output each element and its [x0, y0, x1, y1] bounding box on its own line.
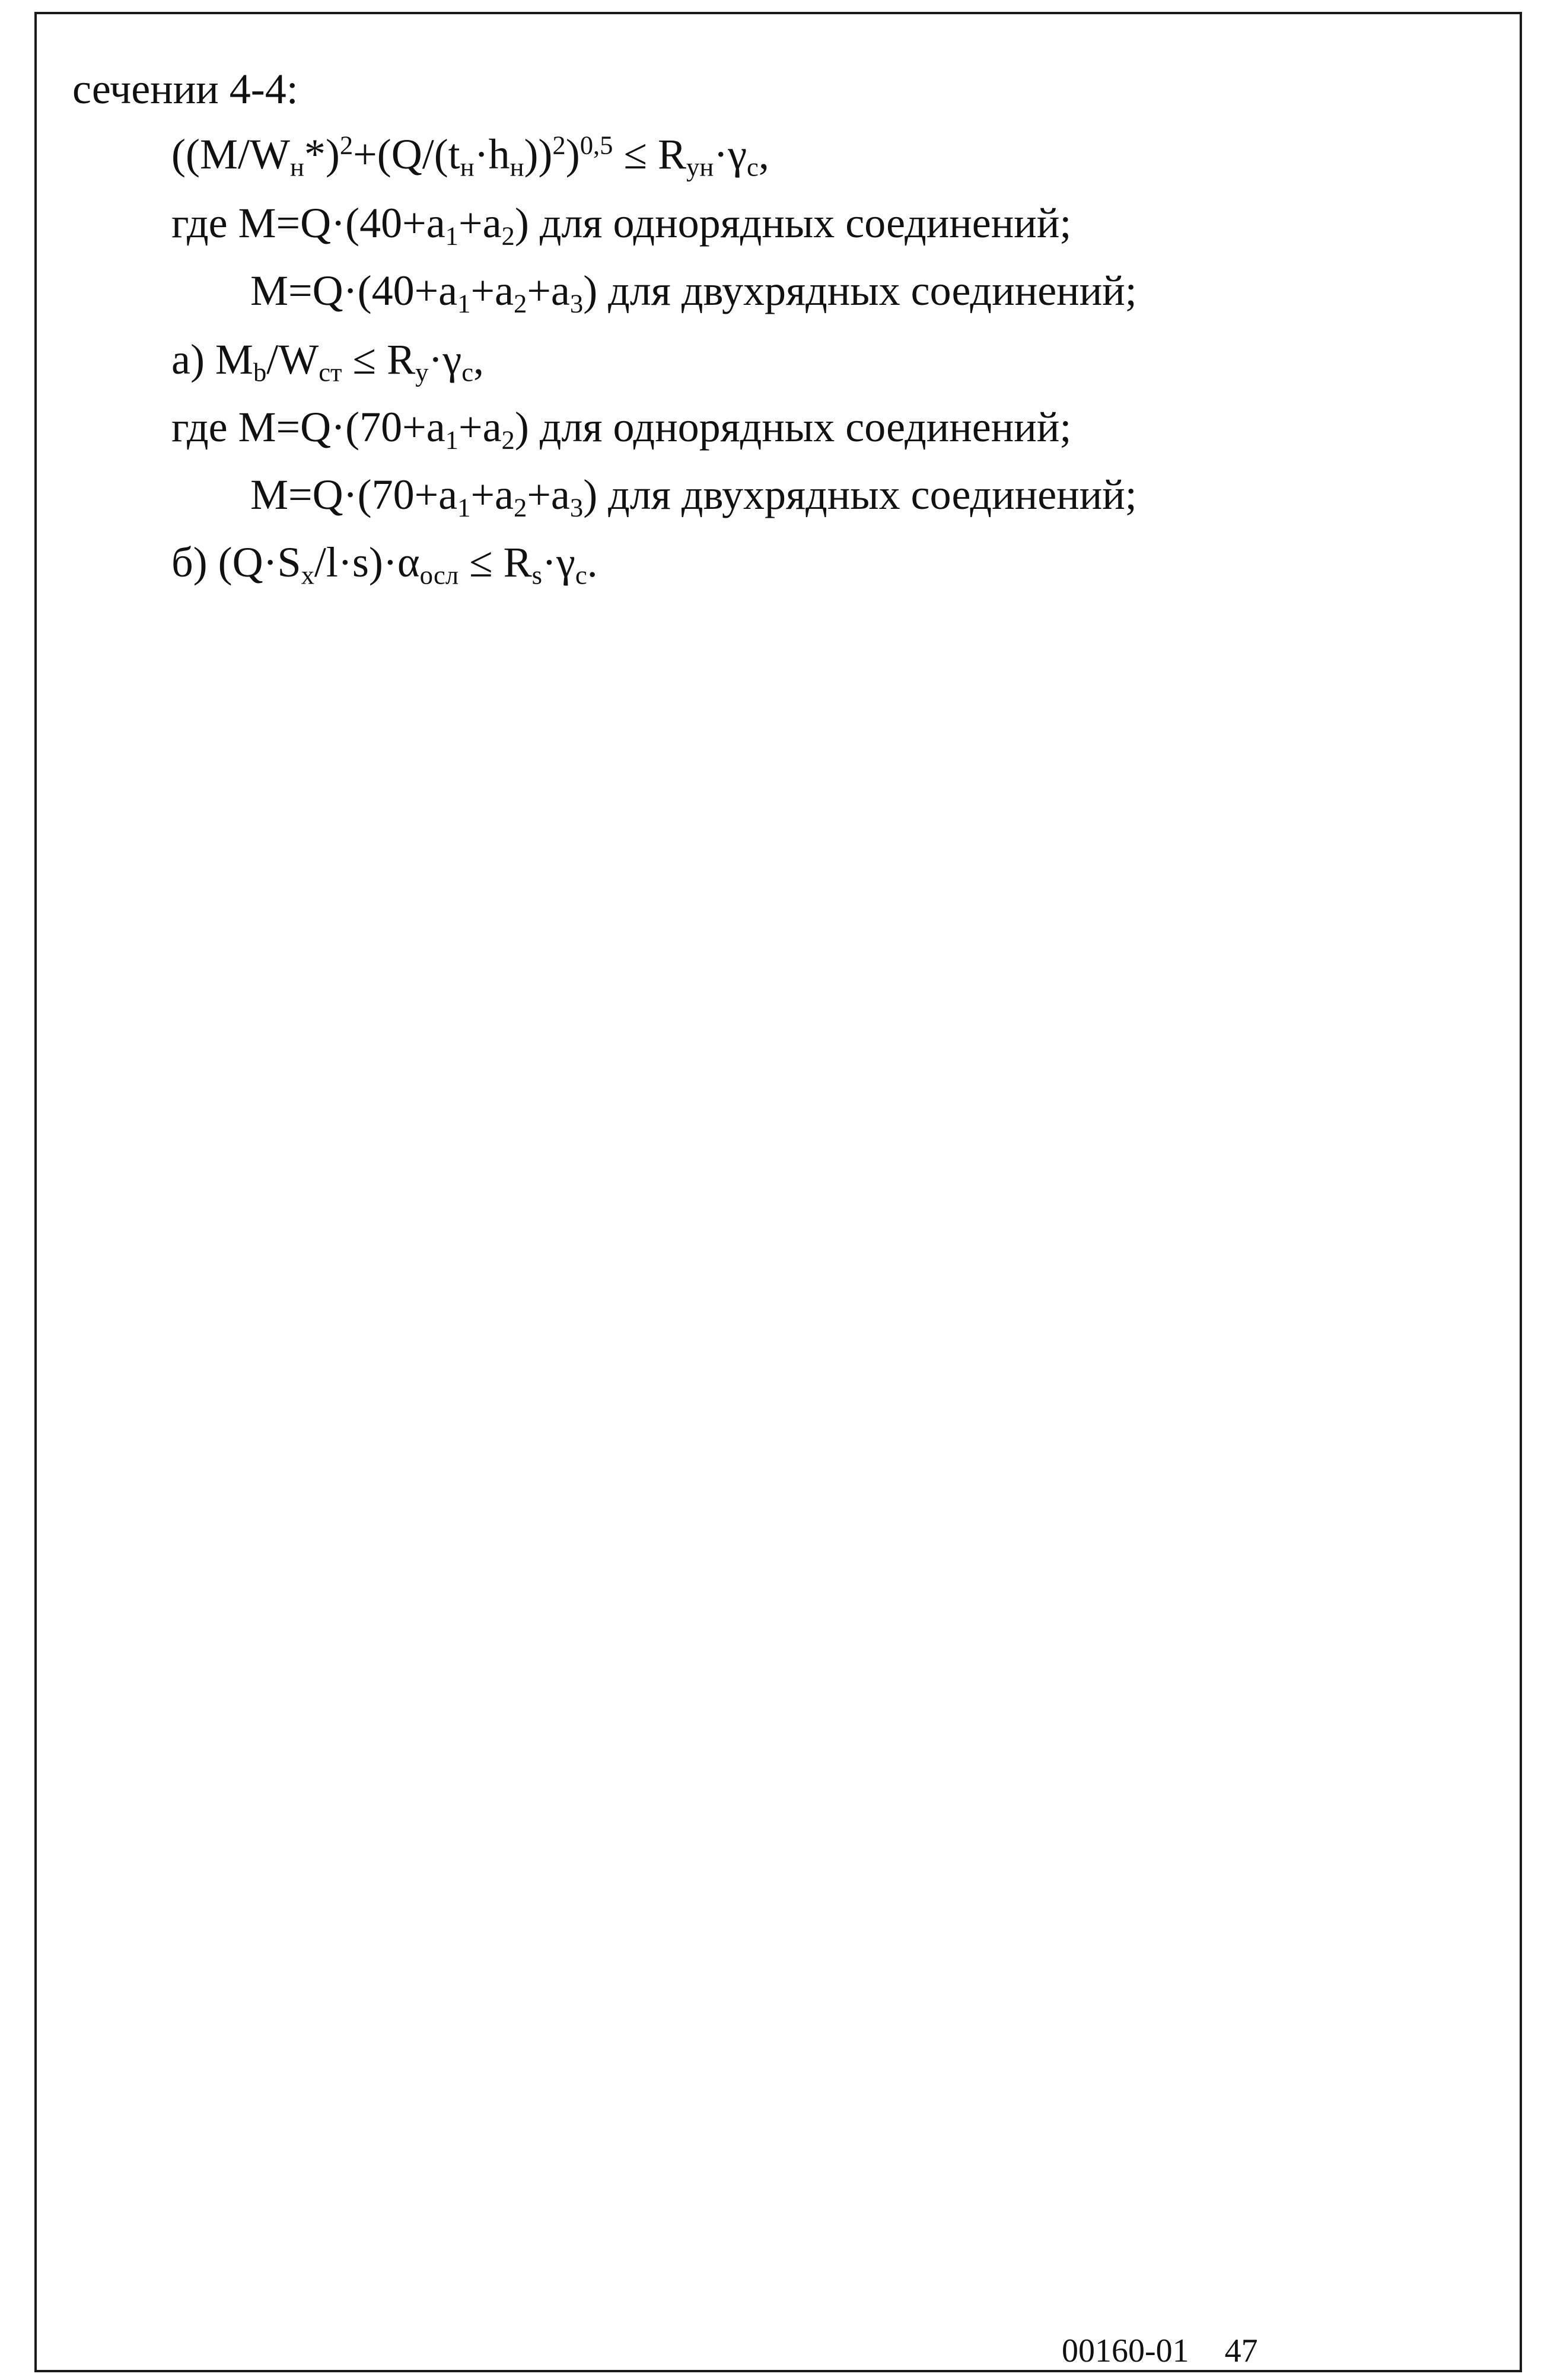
- subscript: 2: [514, 492, 527, 522]
- formula-text: /W: [266, 336, 319, 383]
- formula-text: ) для однорядных соединений;: [514, 403, 1072, 451]
- subscript: 1: [445, 425, 458, 455]
- moment-formula-double-row-70: [250, 471, 1137, 522]
- superscript: 2: [339, 130, 354, 160]
- formula-text: где M=Q·(70+a: [171, 403, 445, 451]
- formula-text: ·h: [474, 130, 510, 178]
- formula-text: +a: [527, 471, 570, 518]
- subscript: 2: [514, 288, 527, 318]
- heading-text: сечении 4-4:: [72, 65, 298, 113]
- subscript: ун: [686, 152, 714, 182]
- subscript: s: [531, 560, 543, 590]
- subscript: осл: [419, 560, 459, 590]
- formula-text: +a: [470, 267, 514, 314]
- page-footer: [1062, 2332, 1258, 2370]
- formula-text: а) M: [171, 336, 253, 383]
- formula-text: ≤ R: [342, 336, 416, 383]
- strength-formula-4-4: [171, 130, 769, 182]
- formula-text: M=Q·(70+a: [250, 471, 458, 518]
- superscript: 0,5: [580, 130, 613, 160]
- formula-text: *): [304, 130, 340, 178]
- subscript: н: [289, 152, 304, 182]
- formula-text: ,: [473, 336, 485, 383]
- moment-formula-double-row-40: [250, 267, 1137, 318]
- subscript: ст: [319, 357, 342, 387]
- subscript: 2: [501, 221, 515, 251]
- superscript: 2: [552, 130, 566, 160]
- condition-a: [171, 336, 485, 387]
- formula-text: ≤ R: [613, 130, 687, 178]
- formula-text: /l·s)·α: [314, 539, 420, 586]
- subscript: н: [460, 152, 475, 182]
- subscript: b: [253, 357, 267, 387]
- formula-text: +a: [458, 199, 502, 247]
- subscript: 2: [501, 425, 515, 455]
- formula-text: +(Q/(t: [353, 130, 460, 178]
- subscript: 1: [457, 492, 471, 522]
- formula-text: ·γ: [714, 130, 747, 178]
- formula-text: ) для однорядных соединений;: [514, 199, 1072, 247]
- formula-text: )): [524, 130, 553, 178]
- subscript: 3: [569, 492, 584, 522]
- subscript: x: [301, 560, 314, 590]
- formula-text: ≤ R: [458, 539, 532, 586]
- formula-text: ) для двухрядных соединений;: [583, 267, 1137, 314]
- formula-text: M=Q·(40+a: [250, 267, 458, 314]
- formula-text: ,: [758, 130, 769, 178]
- formula-text: где M=Q·(40+a: [171, 199, 445, 247]
- formula-text: ): [565, 130, 580, 178]
- formula-text: +a: [527, 267, 570, 314]
- condition-b: [171, 539, 598, 590]
- formula-text: +a: [470, 471, 514, 518]
- subscript: c: [461, 357, 474, 387]
- subscript: c: [575, 560, 587, 590]
- page-number: 47: [1224, 2333, 1258, 2369]
- formula-text: ·γ: [428, 336, 462, 383]
- formula-text: ((M/W: [171, 130, 290, 178]
- subscript: y: [415, 357, 429, 387]
- moment-formula-single-row-70: [171, 403, 1072, 455]
- formula-text: б) (Q·S: [171, 539, 301, 586]
- page-frame: [34, 12, 1522, 2372]
- moment-formula-single-row-40: [171, 199, 1072, 251]
- formula-text: .: [587, 539, 598, 586]
- subscript: 1: [445, 221, 458, 251]
- formula-text: ·γ: [542, 539, 575, 586]
- subscript: н: [510, 152, 524, 182]
- section-heading: [72, 65, 298, 113]
- formula-text: +a: [458, 403, 502, 451]
- subscript: 3: [569, 288, 584, 318]
- formula-text: ) для двухрядных соединений;: [583, 471, 1137, 518]
- subscript: c: [747, 152, 759, 182]
- document-code: 00160-01: [1062, 2333, 1189, 2369]
- subscript: 1: [457, 288, 471, 318]
